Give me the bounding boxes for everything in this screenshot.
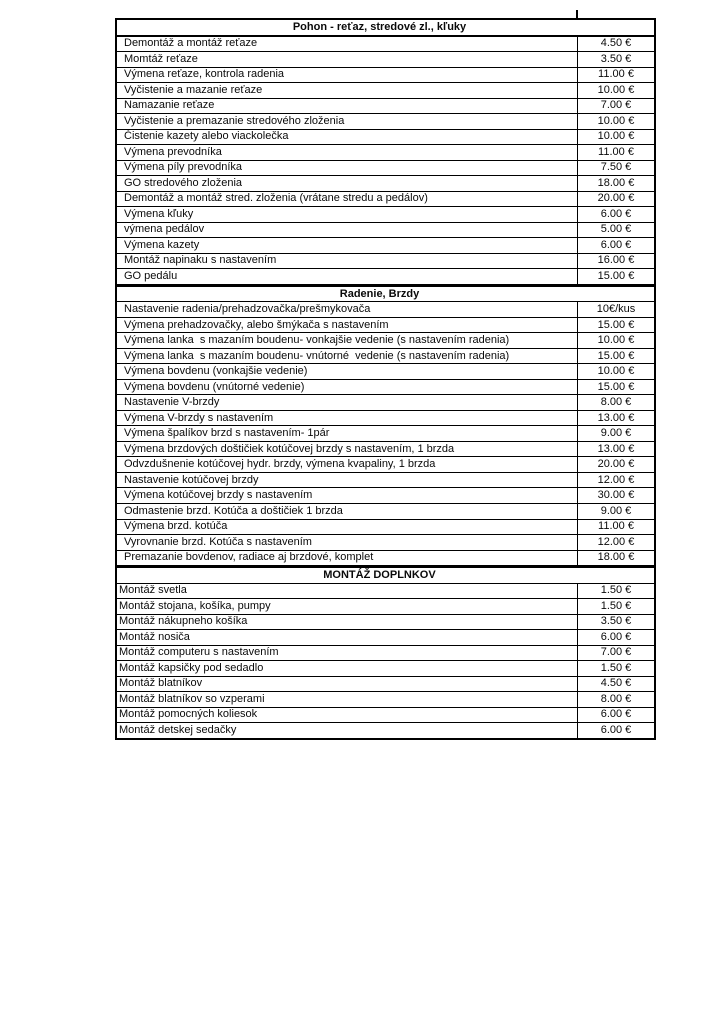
service-row [117, 691, 654, 707]
service-row [117, 317, 654, 333]
service-price: 7.00 € [577, 646, 654, 661]
service-row [117, 144, 654, 160]
service-row [117, 503, 654, 519]
service-price: 30.00 € [577, 488, 654, 503]
service-row [117, 237, 654, 253]
service-label: Montáž nákupneho košíka [119, 615, 248, 628]
service-row [117, 253, 654, 269]
service-row [117, 629, 654, 645]
service-row [117, 472, 654, 488]
service-price: 8.00 € [577, 395, 654, 410]
service-price: 11.00 € [577, 145, 654, 160]
service-label: Montáž blatníkov [119, 677, 203, 690]
service-price: 16.00 € [577, 254, 654, 269]
service-label: Vyčistenie a premazanie stredového zloženia [124, 114, 345, 127]
service-label: Premazanie bovdenov, radiace aj brzdové, komplet [124, 551, 374, 564]
service-price: 12.00 € [577, 535, 654, 550]
service-label: Čistenie kazety alebo viackolečka [124, 130, 289, 143]
service-label: Nastavenie kotúčovej brzdy [124, 473, 259, 486]
service-label: Momtáž reťaze [124, 52, 198, 65]
section-header-label: Radenie, Brzdy [339, 287, 420, 300]
service-row [117, 348, 654, 364]
service-price: 6.00 € [577, 708, 654, 723]
service-row [117, 363, 654, 379]
service-price: 10€/kus [577, 302, 654, 317]
service-price: 9.00 € [577, 426, 654, 441]
service-price: 1.50 € [577, 599, 654, 614]
section-header-label: Pohon - reťaz, stredové zl., kľuky [292, 20, 467, 33]
service-label: Výmena brzdových doštičiek kotúčovej brzdy s nastavením, 1 brzda [124, 442, 455, 455]
service-price: 4.50 € [577, 37, 654, 52]
service-price: 10.00 € [577, 130, 654, 145]
service-label: Vyčistenie a mazanie reťaze [124, 83, 263, 96]
service-row [117, 191, 654, 207]
service-price: 10.00 € [577, 83, 654, 98]
service-price: 6.00 € [577, 238, 654, 253]
service-row [117, 379, 654, 395]
service-price: 18.00 € [577, 551, 654, 566]
service-price: 9.00 € [577, 504, 654, 519]
service-row [117, 519, 654, 535]
service-row [117, 67, 654, 83]
service-row [117, 394, 654, 410]
service-label: Odvzdušnenie kotúčovej hydr. brzdy, výmena kvapaliny, 1 brzda [124, 458, 436, 471]
service-price: 18.00 € [577, 176, 654, 191]
service-row [117, 82, 654, 98]
service-price: 12.00 € [577, 473, 654, 488]
service-row [117, 98, 654, 114]
service-price: 3.50 € [577, 615, 654, 630]
service-row [117, 113, 654, 129]
service-price: 20.00 € [577, 457, 654, 472]
service-row [117, 51, 654, 67]
service-row [117, 676, 654, 692]
service-price: 5.00 € [577, 223, 654, 238]
service-label: Montáž svetla [119, 584, 187, 597]
service-label: Nastavenie V-brzdy [124, 396, 220, 409]
service-label: Výmena prehadzovačky, alebo šmýkača s nastavením [124, 318, 389, 331]
service-row [117, 160, 654, 176]
service-price: 8.00 € [577, 692, 654, 707]
service-label: Vyrovnanie brzd. Kotúča s nastavením [124, 535, 312, 548]
service-price: 10.00 € [577, 364, 654, 379]
service-label: GO stredového zloženia [124, 176, 243, 189]
service-row [117, 550, 654, 566]
column-divider-tick [576, 10, 578, 18]
service-price: 13.00 € [577, 442, 654, 457]
service-row [117, 129, 654, 145]
price-table [115, 18, 656, 740]
service-row [117, 660, 654, 676]
service-price: 10.00 € [577, 114, 654, 129]
service-row [117, 707, 654, 723]
service-row [117, 614, 654, 630]
service-price: 7.00 € [577, 99, 654, 114]
service-price: 3.50 € [577, 52, 654, 67]
service-row [117, 722, 654, 738]
service-price: 15.00 € [577, 318, 654, 333]
service-row [117, 332, 654, 348]
service-label: Výmena lanka s mazaním boudenu- vonkajšie vedenie (s nastavením radenia) [124, 334, 510, 347]
service-price: 6.00 € [577, 723, 654, 738]
service-row [117, 456, 654, 472]
service-label: Demontáž a montáž reťaze [124, 37, 258, 50]
service-label: výmena pedálov [124, 223, 205, 236]
service-row [117, 534, 654, 550]
service-label: Montáž pomocných koliesok [119, 708, 258, 721]
service-price: 6.00 € [577, 630, 654, 645]
service-label: Výmena špalíkov brzd s nastavením- 1pár [124, 427, 330, 440]
service-price: 6.00 € [577, 207, 654, 222]
service-price: 1.50 € [577, 584, 654, 599]
service-row [117, 268, 654, 284]
service-price: 11.00 € [577, 68, 654, 83]
service-row [117, 410, 654, 426]
service-row [117, 35, 654, 52]
service-row [117, 175, 654, 191]
service-price: 15.00 € [577, 269, 654, 284]
service-price: 7.50 € [577, 161, 654, 176]
service-label: Výmena bovdenu (vnútorné vedenie) [124, 380, 305, 393]
service-row [117, 206, 654, 222]
service-row [117, 425, 654, 441]
service-label: Namazanie reťaze [124, 99, 215, 112]
service-label: Montáž nosiča [119, 630, 190, 643]
service-label: Výmena kotúčovej brzdy s nastavením [124, 489, 313, 502]
service-price: 15.00 € [577, 380, 654, 395]
section-header-label: MONTÁŽ DOPLNKOV [323, 568, 436, 581]
service-label: Montáž napinaku s nastavením [124, 254, 277, 267]
section-header-row [117, 20, 654, 35]
service-row [117, 301, 654, 317]
service-price: 10.00 € [577, 333, 654, 348]
service-label: Nastavenie radenia/prehadzovačka/prešmykovača [124, 303, 371, 316]
section-header-row [117, 284, 654, 302]
service-label: GO pedálu [124, 270, 178, 282]
service-row [117, 441, 654, 457]
service-label: Montáž detskej sedačky [119, 723, 237, 736]
service-row [117, 645, 654, 661]
service-row [117, 583, 654, 599]
service-price: 20.00 € [577, 192, 654, 207]
service-row [117, 598, 654, 614]
service-label: Výmena kazety [124, 238, 200, 251]
service-price: 13.00 € [577, 411, 654, 426]
service-label: Výmena kľuky [124, 207, 194, 220]
service-label: Výmena brzd. kotúča [124, 520, 228, 533]
service-label: Výmena reťaze, kontrola radenia [124, 68, 285, 81]
service-price: 4.50 € [577, 677, 654, 692]
service-price: 11.00 € [577, 520, 654, 535]
service-label: Montáž stojana, košíka, pumpy [119, 599, 271, 612]
service-label: Montáž blatníkov so vzperami [119, 692, 265, 705]
service-label: Montáž kapsičky pod sedadlo [119, 661, 264, 674]
service-row [117, 222, 654, 238]
service-label: Výmena píly prevodníka [124, 161, 243, 174]
service-label: Výmena V-brzdy s nastavením [124, 411, 274, 424]
service-label: Výmena prevodníka [124, 145, 222, 158]
service-price: 15.00 € [577, 349, 654, 364]
service-label: Demontáž a montáž stred. zloženia (vrátane stredu a pedálov) [124, 192, 428, 205]
service-label: Odmastenie brzd. Kotúča a doštičiek 1 brzda [124, 504, 343, 517]
service-row [117, 487, 654, 503]
service-label: Výmena bovdenu (vonkajšie vedenie) [124, 365, 308, 378]
service-price: 1.50 € [577, 661, 654, 676]
service-label: Montáž computeru s nastavením [119, 646, 279, 659]
section-header-row [117, 565, 654, 583]
service-label: Výmena lanka s mazaním boudenu- vnútorné vedenie (s nastavením radenia) [124, 349, 510, 362]
